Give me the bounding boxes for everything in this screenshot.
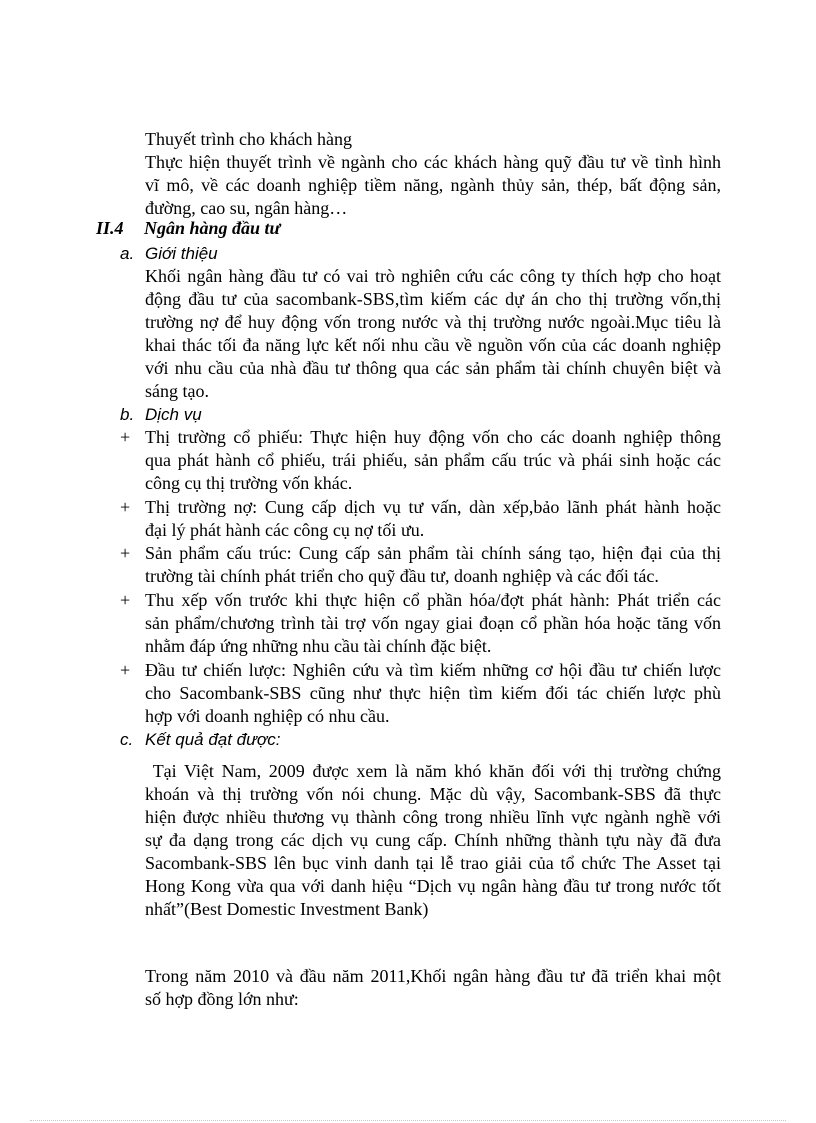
service-line: Thu xếp vốn trước khi thực hiện cổ phần hóa/đợt phát hành: Phát triển các <box>145 590 721 610</box>
page-bottom-rule <box>30 1120 786 1121</box>
part-c-line: sự đa dạng trong các dịch vụ cung cấp. Chính những thành tựu này đã đưa <box>145 830 721 850</box>
intro-line: Thực hiện thuyết trình về ngành cho các khách hàng quỹ đầu tư về tình hình <box>145 152 721 172</box>
service-line: cho Sacombank-SBS cũng như thực hiện tìm kiếm đối tác chiến lược phù <box>145 683 721 703</box>
service-line: Đầu tư chiến lược: Nghiên cứu và tìm kiếm những cơ hội đầu tư chiến lược <box>145 660 721 680</box>
service-item-pre-ipo-financing <box>145 589 721 658</box>
part-a-line: động đầu tư của sacombank-SBS,tìm kiếm các dự án cho thị trường vốn,thị <box>145 289 721 309</box>
service-line: qua phát hành cổ phiếu, trái phiếu, sản phẩm cấu trúc và phái sinh hoặc các <box>145 450 721 470</box>
service-line: hợp với doanh nghiệp có nhu cầu. <box>145 706 390 726</box>
part-a-line: Khối ngân hàng đầu tư có vai trò nghiên cứu các công ty thích hợp cho hoạt <box>145 266 721 286</box>
part-a-line: khai thác tối đa năng lực kết nối nhu cầu về nguồn vốn của các doanh nghiệp <box>145 335 721 355</box>
service-line: Thị trường cổ phiếu: Thực hiện huy động vốn cho các doanh nghiệp thông <box>145 427 721 447</box>
part-a-line: trường nợ để huy động vốn trong nước và thị trường nước ngoài.Mục tiêu là <box>145 312 721 332</box>
service-item-debt-market <box>145 496 721 542</box>
part-c-line: hiện được nhiều thương vụ thành công trong nhiều lĩnh vực ngành nghề với <box>145 807 721 827</box>
service-line: Thị trường nợ: Cung cấp dịch vụ tư vấn, dàn xếp,bảo lãnh phát hành hoặc <box>145 497 721 517</box>
part-c-marker: c. <box>120 730 134 749</box>
part-c-line: nhất”(Best Domestic Investment Bank) <box>145 899 429 919</box>
section-title: Ngân hàng đầu tư <box>144 218 281 238</box>
intro-block <box>145 128 721 220</box>
intro-line: vĩ mô, về các doanh nghiệp tiềm năng, ngành thủy sản, thép, bất động sản, <box>145 175 721 195</box>
section-heading <box>96 217 280 240</box>
service-line: sản phẩm/chương trình tài trợ vốn ngay giai đoạn cổ phần hóa hoặc tăng vốn <box>145 613 721 633</box>
part-a-title: Giới thiệu <box>145 244 218 263</box>
part-c-body <box>145 760 721 921</box>
part-a-heading <box>120 242 218 265</box>
part-c-line: khoán và thị trường vốn nói chung. Mặc dù vậy, Sacombank-SBS đã thực <box>145 784 721 804</box>
intro-title: Thuyết trình cho khách hàng <box>145 129 352 149</box>
part-b-marker: b. <box>120 405 135 424</box>
closing-paragraph <box>145 965 721 1011</box>
service-line: nhằm đáp ứng những nhu cầu tài chính đặc biệt. <box>145 636 492 656</box>
bullet-plus-icon: + <box>120 590 131 610</box>
part-c-heading <box>120 728 280 751</box>
part-a-marker: a. <box>120 244 135 263</box>
service-line: Sản phẩm cấu trúc: Cung cấp sản phẩm tài chính sáng tạo, hiện đại của thị <box>145 543 721 563</box>
service-line: trường tài chính phát triển cho quỹ đầu tư, doanh nghiệp và các đối tác. <box>145 566 659 586</box>
closing-line: số hợp đồng lớn như: <box>145 989 299 1009</box>
section-number: II.4 <box>96 218 124 238</box>
part-a-body <box>145 265 721 403</box>
part-c-line: Tại Việt Nam, 2009 được xem là năm khó khăn đối với thị trường chứng <box>145 761 722 781</box>
intro-line: đường, cao su, ngân hàng… <box>145 198 348 218</box>
bullet-plus-icon: + <box>120 497 131 517</box>
part-a-line: với nhu cầu của nhà đầu tư thông qua các sản phẩm tài chính chuyên biệt và <box>145 358 721 378</box>
part-a-line: sáng tạo. <box>145 381 209 401</box>
service-line: đại lý phát hành các công cụ nợ tối ưu. <box>145 520 425 540</box>
service-line: công cụ thị trường vốn khác. <box>145 473 353 493</box>
service-item-structured-products <box>145 542 721 588</box>
part-b-heading <box>120 403 202 426</box>
closing-line: Trong năm 2010 và đầu năm 2011,Khối ngân hàng đầu tư đã triển khai một <box>145 966 721 986</box>
bullet-plus-icon: + <box>120 427 131 447</box>
part-c-title: Kết quả đạt được: <box>145 730 281 749</box>
bullet-plus-icon: + <box>120 660 131 680</box>
service-item-strategic-investment <box>145 659 721 728</box>
part-b-title: Dịch vụ <box>145 405 202 424</box>
part-c-line: Hong Kong vừa qua với danh hiệu “Dịch vụ ngân hàng đầu tư trong nước tốt <box>145 876 721 896</box>
part-c-line: Sacombank-SBS lên bục vinh danh tại lễ trao giải của tổ chức The Asset tại <box>145 853 721 873</box>
service-item-stock-market <box>145 426 721 495</box>
bullet-plus-icon: + <box>120 543 131 563</box>
